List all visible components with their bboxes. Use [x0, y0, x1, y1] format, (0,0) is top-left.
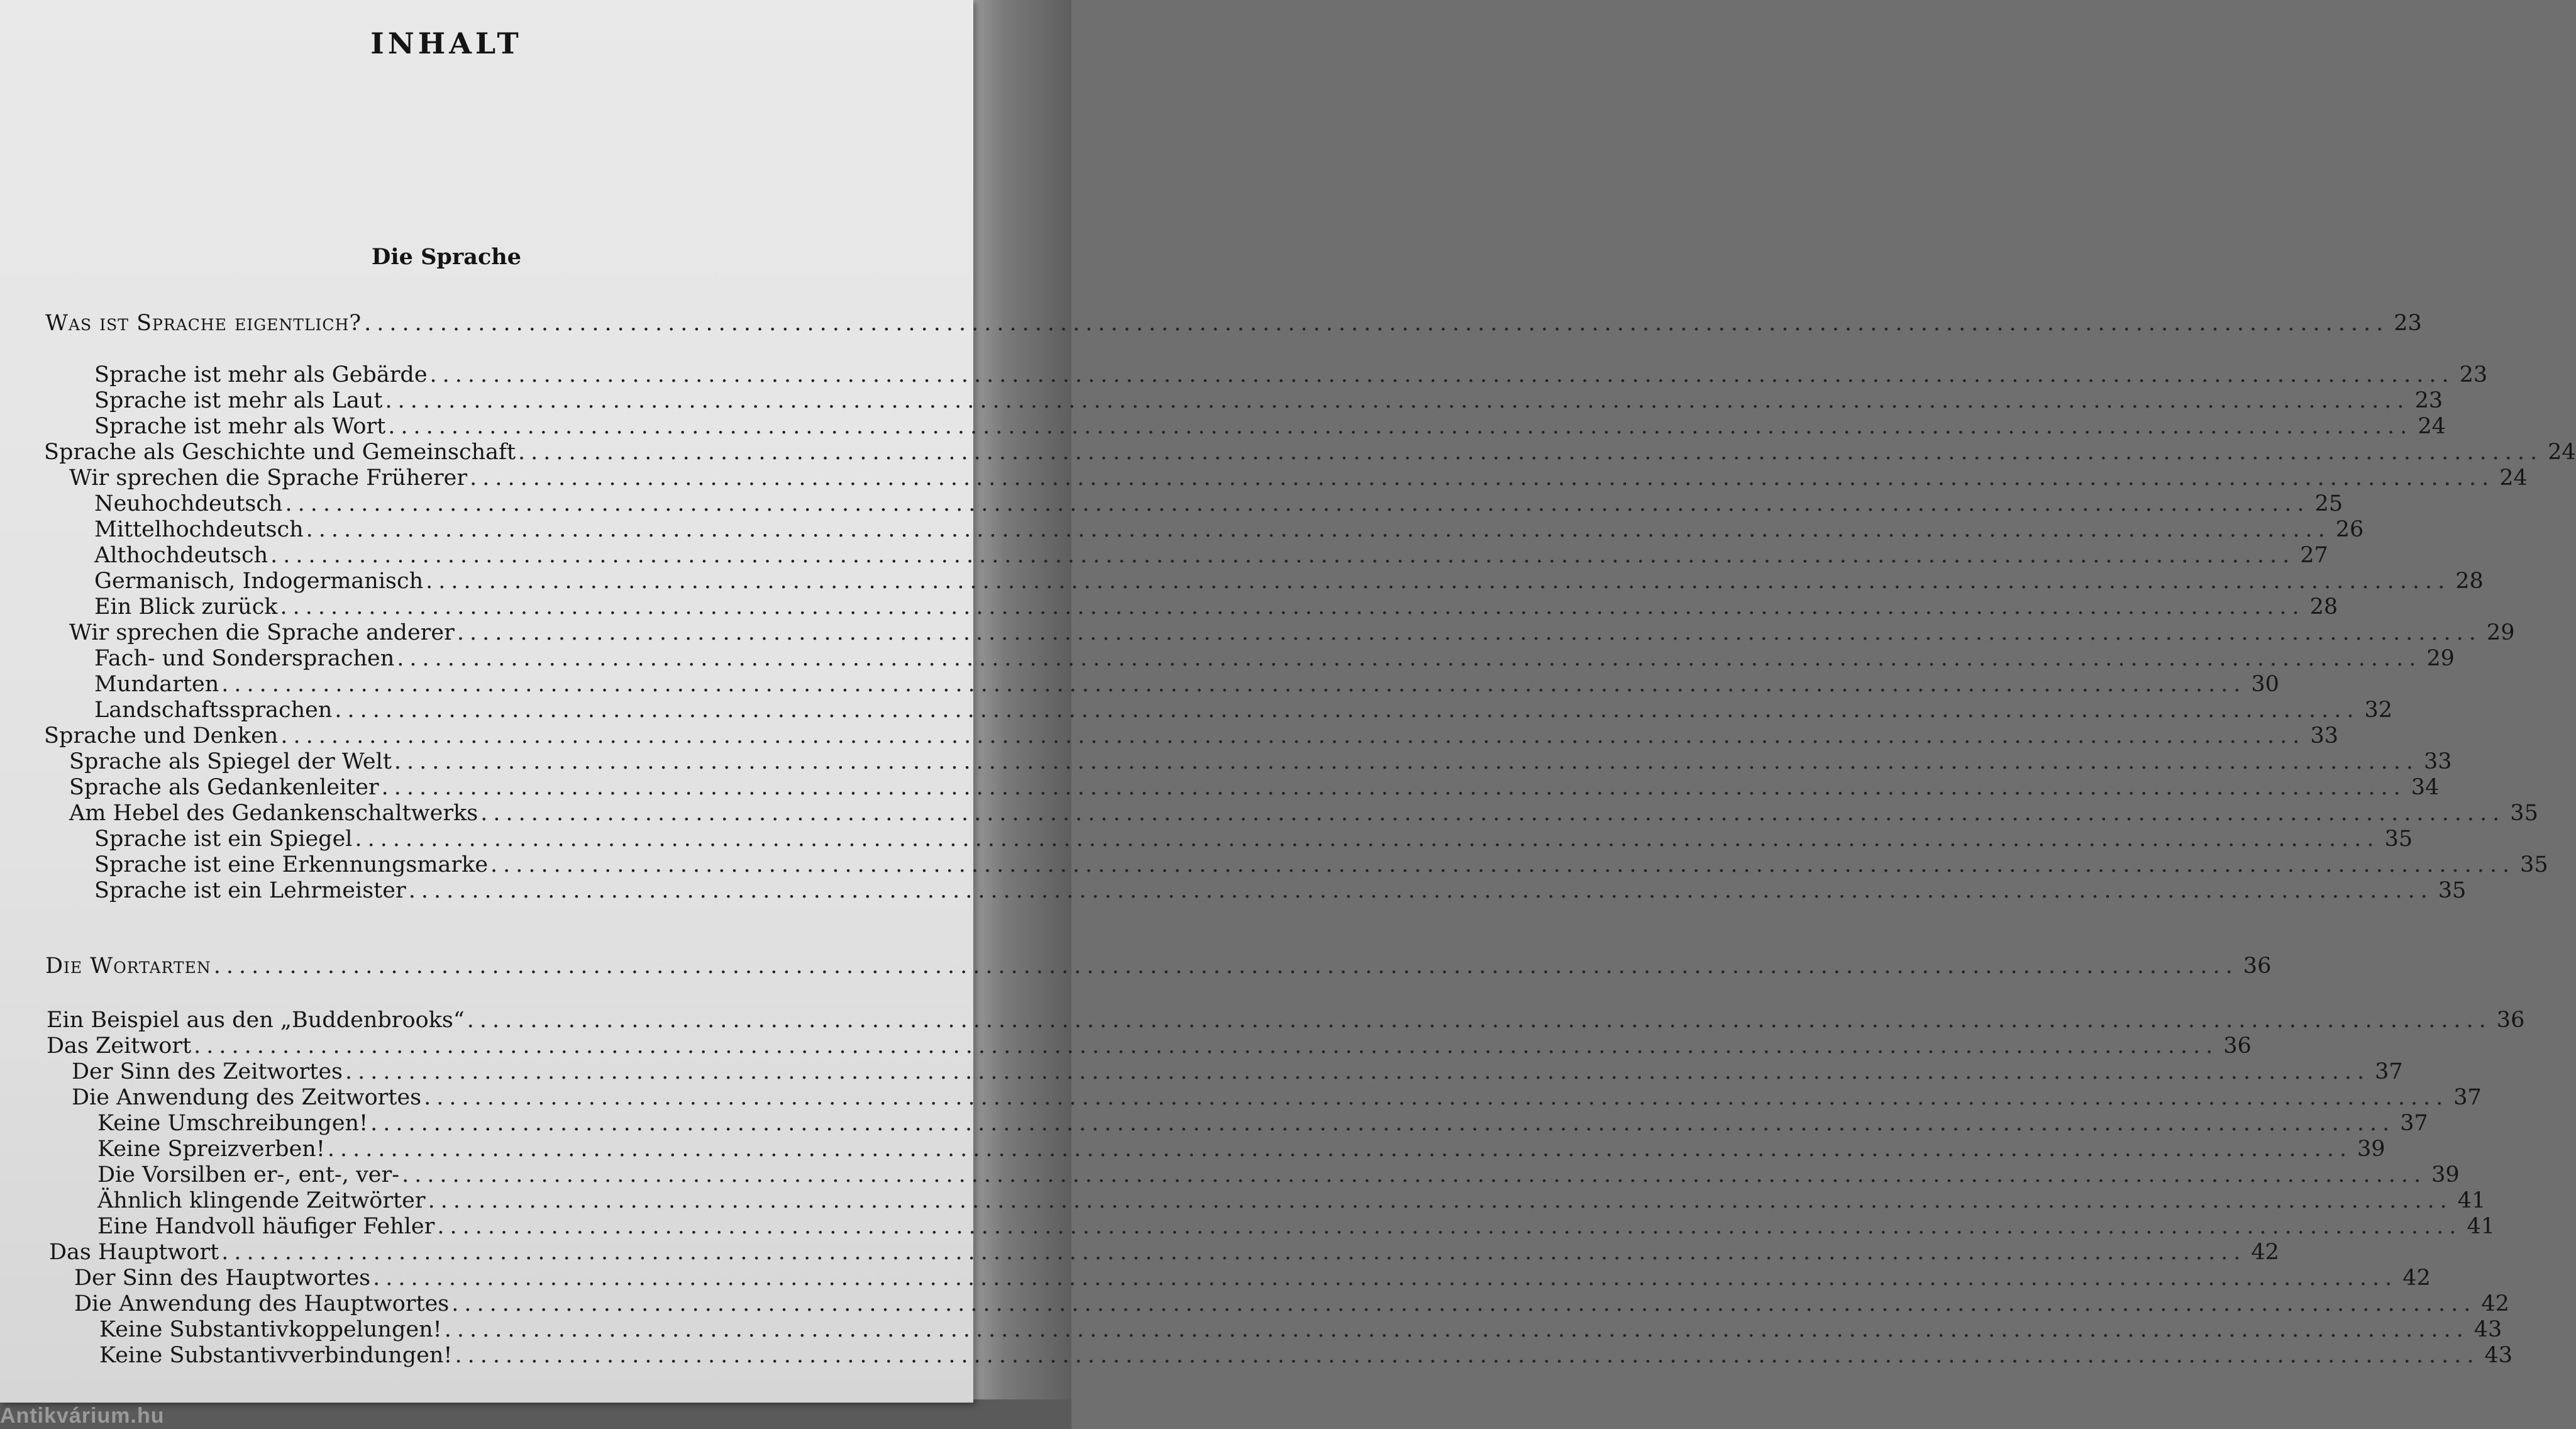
toc-entry-title: Fach- und Sondersprachen	[94, 646, 395, 671]
toc-entry-title: Ein Beispiel aus den „Buddenbrooks“	[47, 1008, 465, 1033]
toc-entry	[69, 620, 2515, 647]
toc-leader: ................................................................................................................................................................	[355, 826, 2380, 852]
toc-entry-title: Das Hauptwort	[49, 1240, 219, 1265]
toc-page-number: 35	[2438, 878, 2467, 903]
toc-leader: ................................................................................................................................................................	[408, 878, 2433, 903]
toc-leader: ................................................................................................................................................................	[280, 723, 2306, 748]
toc-entry	[99, 1343, 2513, 1369]
toc-leader: ................................................................................................................................................................	[518, 440, 2543, 465]
toc-entry	[94, 414, 2446, 440]
toc-entry-title: Sprache ist mehr als Laut	[94, 388, 383, 413]
toc-page-number: 43	[2474, 1317, 2502, 1342]
toc-leader: ................................................................................................................................................................	[270, 543, 2296, 568]
toc-entry	[94, 672, 2279, 698]
toc-page-number: 37	[2453, 1085, 2482, 1110]
toc-entry-title: Althochdeutsch	[94, 543, 268, 568]
toc-page-number: 32	[2364, 698, 2392, 723]
toc-leader: ................................................................................................................................................................	[437, 1214, 2462, 1239]
toc-leader: ................................................................................................................................................................	[280, 594, 2305, 620]
toc-entry	[94, 517, 2364, 543]
toc-page-number: 42	[2481, 1291, 2509, 1316]
toc-entry	[45, 954, 2272, 980]
toc-page-number: 29	[2486, 620, 2515, 645]
toc-entry	[94, 362, 2488, 389]
toc-page-number: 23	[2414, 388, 2443, 413]
toc-entry	[44, 723, 2338, 750]
toc-entry	[44, 440, 2576, 466]
toc-entry	[97, 1137, 2385, 1163]
toc-entry-title: Was ist Sprache eigentlich?	[45, 311, 362, 336]
toc-entry	[47, 1008, 2525, 1034]
toc-page-number: 37	[2375, 1059, 2403, 1084]
toc-entry	[69, 749, 2452, 776]
toc-entry-title: Sprache als Geschichte und Gemeinschaft	[44, 440, 516, 465]
toc-entry-title: Die Anwendung des Zeitwortes	[72, 1085, 422, 1110]
toc-page-number: 25	[2314, 491, 2343, 516]
toc-page-number: 29	[2426, 646, 2455, 671]
toc-leader: ................................................................................................................................................................	[424, 1085, 2449, 1110]
toc-page-number: 28	[2455, 569, 2484, 594]
toc-leader: ................................................................................................................................................................	[373, 1265, 2398, 1291]
toc-leader: ................................................................................................................................................................	[327, 1137, 2352, 1162]
toc-entry	[72, 1085, 2482, 1111]
toc-entry-title: Landschaftssprachen	[94, 698, 333, 723]
toc-leader: ................................................................................................................................................................	[429, 362, 2455, 387]
toc-entry-title: Ähnlich klingende Zeitwörter	[97, 1188, 426, 1213]
toc-leader: ................................................................................................................................................................	[428, 1188, 2453, 1213]
toc-leader: ................................................................................................................................................................	[306, 517, 2331, 542]
toc-leader: ................................................................................................................................................................	[388, 414, 2413, 439]
toc-entry-title: Sprache und Denken	[44, 723, 279, 748]
toc-entry	[97, 1188, 2486, 1215]
watermark: Antikvárium.hu	[0, 1404, 165, 1428]
toc-entry-title: Mittelhochdeutsch	[94, 517, 304, 542]
toc-leader: ................................................................................................................................................................	[364, 311, 2389, 336]
toc-entry	[94, 388, 2443, 414]
toc-leader: ................................................................................................................................................................	[451, 1291, 2477, 1316]
toc-entry-title: Die Wortarten	[45, 954, 211, 979]
toc-entry	[97, 1214, 2495, 1240]
toc-leader: ................................................................................................................................................................	[402, 1162, 2427, 1187]
toc-page-number: 28	[2309, 594, 2338, 620]
toc-entry-title: Sprache ist mehr als Wort	[94, 414, 386, 439]
toc-entry	[97, 1162, 2460, 1189]
toc-entry-title: Sprache ist ein Spiegel	[94, 826, 353, 852]
toc-entry	[74, 1265, 2431, 1292]
toc-leader: ................................................................................................................................................................	[345, 1059, 2370, 1084]
toc-page-number: 24	[2548, 440, 2576, 465]
toc-entry-title: Sprache ist eine Erkennungsmarke	[94, 852, 489, 877]
toc-entry	[94, 569, 2484, 595]
toc-leader: ................................................................................................................................................................	[480, 801, 2506, 826]
toc-leader: ................................................................................................................................................................	[381, 775, 2406, 800]
toc-leader: ................................................................................................................................................................	[334, 698, 2360, 723]
toc-leader: ................................................................................................................................................................	[194, 1033, 2219, 1059]
toc-leader: ................................................................................................................................................................	[221, 1240, 2247, 1265]
toc-entry	[45, 311, 2422, 337]
toc-page-number: 39	[2357, 1137, 2385, 1162]
toc-page-number: 33	[2423, 749, 2452, 774]
toc-leader: ................................................................................................................................................................	[467, 1008, 2492, 1033]
toc-entry	[94, 491, 2343, 518]
toc-page-number: 36	[2243, 954, 2272, 979]
toc-page-number: 26	[2335, 517, 2364, 542]
toc-page-number: 23	[2394, 311, 2422, 336]
toc-entry-title: Sprache ist ein Lehrmeister	[94, 878, 406, 903]
toc-page-number: 33	[2310, 723, 2338, 748]
toc-entry	[47, 1033, 2252, 1060]
toc-leader: ................................................................................................................................................................	[490, 852, 2516, 877]
toc-page-number: 35	[2384, 826, 2413, 852]
toc-leader: ................................................................................................................................................................	[370, 1111, 2396, 1136]
toc-leader: ................................................................................................................................................................	[426, 569, 2451, 594]
page-title: INHALT	[370, 26, 522, 60]
toc-entry-title: Der Sinn des Hauptwortes	[74, 1265, 371, 1291]
toc-entry-title: Der Sinn des Zeitwortes	[72, 1059, 343, 1084]
toc-entry	[94, 543, 2328, 569]
toc-entry	[74, 1291, 2509, 1318]
toc-entry-title: Wir sprechen die Sprache Früherer	[69, 465, 468, 491]
toc-entry	[94, 698, 2392, 724]
toc-entry	[94, 878, 2467, 904]
toc-entry-title: Keine Umschreibungen!	[97, 1111, 368, 1136]
toc-entry-title: Keine Substantivverbindungen!	[99, 1343, 453, 1368]
toc-entry	[72, 1059, 2403, 1086]
toc-entry-title: Eine Handvoll häufiger Fehler	[97, 1214, 435, 1239]
toc-entry	[94, 594, 2338, 621]
toc-entry-title: Sprache ist mehr als Gebärde	[94, 362, 428, 387]
toc-entry	[94, 826, 2413, 853]
toc-page-number: 34	[2411, 775, 2440, 800]
toc-page-number: 42	[2251, 1240, 2279, 1265]
toc-leader: ................................................................................................................................................................	[221, 672, 2247, 697]
toc-entry-title: Sprache als Spiegel der Welt	[69, 749, 392, 774]
toc-entry-title: Neuhochdeutsch	[94, 491, 283, 516]
toc-page-number: 35	[2520, 852, 2548, 877]
toc-page-number: 43	[2484, 1343, 2513, 1368]
toc-page-number: 37	[2400, 1111, 2428, 1136]
toc-page-number: 41	[2457, 1188, 2486, 1213]
toc-entry-title: Sprache als Gedankenleiter	[69, 775, 379, 800]
toc-entry-title: Wir sprechen die Sprache anderer	[69, 620, 455, 645]
toc-page-number: 42	[2402, 1265, 2431, 1291]
toc-leader: ................................................................................................................................................................	[394, 749, 2419, 774]
toc-leader: ................................................................................................................................................................	[385, 388, 2410, 413]
toc-entry-title: Germanisch, Indogermanisch	[94, 569, 424, 594]
toc-entry	[69, 775, 2440, 801]
toc-entry-title: Keine Spreizverben!	[97, 1137, 325, 1162]
toc-leader: ................................................................................................................................................................	[444, 1317, 2469, 1342]
toc-page-number: 24	[2418, 414, 2446, 439]
toc-entry	[69, 465, 2528, 492]
toc-entry-title: Ein Blick zurück	[94, 594, 278, 620]
toc-page-number: 35	[2510, 801, 2538, 826]
toc-page-number: 36	[2496, 1008, 2525, 1033]
toc-entry	[69, 801, 2538, 827]
toc-leader: ................................................................................................................................................................	[285, 491, 2310, 516]
toc-page-number: 24	[2499, 465, 2528, 491]
toc-page-number: 23	[2459, 362, 2488, 387]
toc-entry	[49, 1240, 2279, 1266]
toc-page-number: 30	[2251, 672, 2279, 697]
toc-entry-title: Die Vorsilben er-, ent-, ver-	[97, 1162, 400, 1187]
toc-leader: ................................................................................................................................................................	[213, 954, 2238, 979]
toc-leader: ................................................................................................................................................................	[397, 646, 2422, 671]
toc-entry-title: Mundarten	[94, 672, 219, 697]
toc-entry-title: Das Zeitwort	[47, 1033, 192, 1059]
toc-entry-title: Die Anwendung des Hauptwortes	[74, 1291, 450, 1316]
toc-entry	[94, 852, 2548, 879]
toc-page-number: 41	[2467, 1214, 2495, 1239]
toc-page-number: 39	[2431, 1162, 2460, 1187]
toc-leader: ................................................................................................................................................................	[455, 1343, 2480, 1368]
toc-entry	[94, 646, 2455, 672]
toc-entry-title: Keine Substantivkoppelungen!	[99, 1317, 442, 1342]
toc-entry	[97, 1111, 2428, 1137]
toc-page-number: 27	[2300, 543, 2328, 568]
toc-entry-title: Am Hebel des Gedankenschaltwerks	[69, 801, 478, 826]
toc-page-number: 36	[2223, 1033, 2252, 1059]
toc-entry	[99, 1317, 2502, 1343]
toc-leader: ................................................................................................................................................................	[470, 465, 2495, 491]
section-title: Die Sprache	[372, 244, 521, 270]
toc-leader: ................................................................................................................................................................	[456, 620, 2482, 645]
